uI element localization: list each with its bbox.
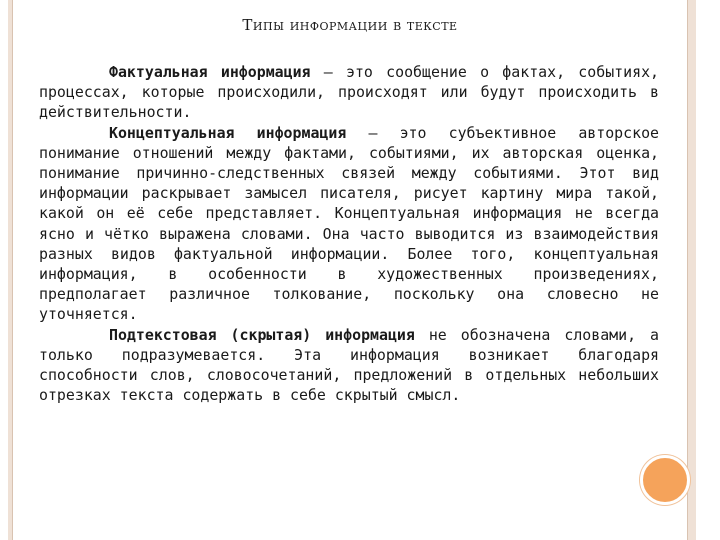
slide-content-area (12, 0, 688, 540)
slide-title: Типы информации в тексте (242, 16, 458, 34)
text-factual: — это сообщение о фактах, событиях, процессах, которые происходили, происходят или будут происходить в действительности. (39, 63, 659, 122)
text-subtext: не обозначена словами, а только подразумевается. Эта информация возникает благодаря способности слов, словосочетаний, предложений в отдельных небольших отрезках текста содержать в себе скрытый смысл. (39, 325, 660, 405)
paragraph-conceptual (39, 123, 659, 325)
term-factual: Фактуальная информация (109, 63, 311, 81)
decorative-circle (640, 455, 690, 505)
paragraph-factual (39, 62, 659, 123)
slide-body (39, 62, 659, 405)
text-conceptual: — это субъективное авторское понимание отношений между фактами, событиями, их авторская оценка, понимание причинно-следственных связей между событиями. Этот вид информации раскрывает замысел писателя, рисует картину мира такой, какой он её себе представляет. Концептуальная информация не всегда ясно и чётко выражена словами. Она часто выводится из взаимодействия разных видов фактуальной информации. Более того, концептуальная информация, в особенности в художественных произведениях, предполагает различное толкование, поскольку она словесно не уточняется. (39, 123, 660, 324)
paragraph-subtext (39, 325, 659, 406)
term-conceptual: Концептуальная информация (109, 123, 347, 142)
term-subtext: Подтекстовая (скрытая) информация (109, 325, 415, 344)
